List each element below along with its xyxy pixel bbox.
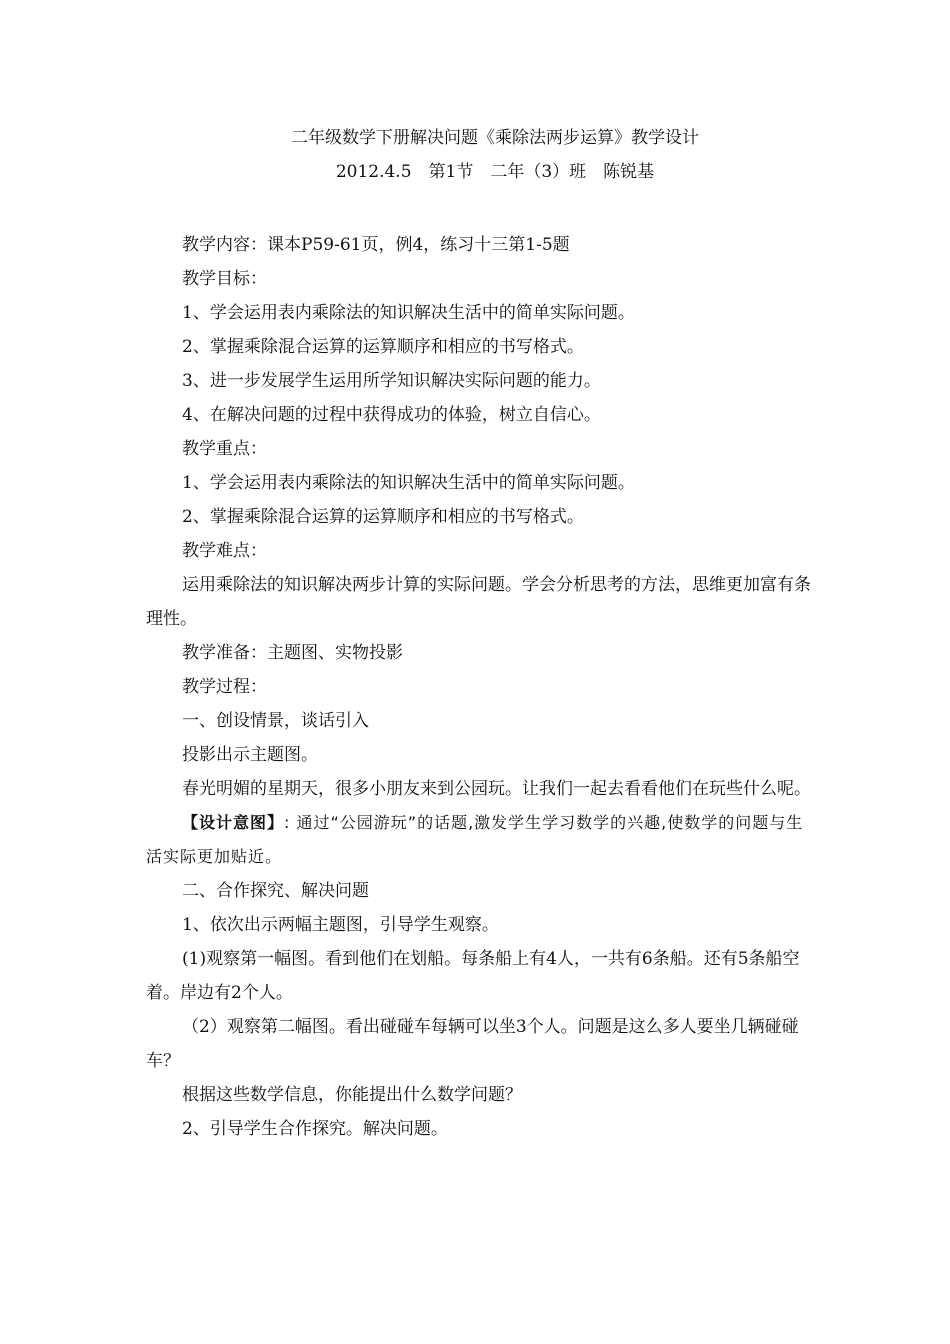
design-intent-paragraph [146, 806, 814, 874]
question-prompt: 根据这些数学信息，你能提出什么数学问题？ [182, 1085, 522, 1105]
document-title: 二年级数学下册解决问题《乘除法两步运算》教学设计 [291, 128, 699, 148]
preparation-text: 教学准备：主题图、实物投影 [182, 643, 403, 663]
heading-process: 教学过程： [182, 677, 267, 697]
key-point-item: 1、学会运用表内乘除法的知识解决生活中的简单实际问题。 [182, 473, 635, 493]
document-body [146, 228, 814, 1146]
heading-difficulties: 教学难点： [182, 541, 267, 561]
document-subtitle: 2012.4.5 第1节 二年（3）班 陈锐基 [335, 162, 655, 182]
difficulty-text: 运用乘除法的知识解决两步计算的实际问题。学会分析思考的方法，思维更加富有条理性。 [146, 575, 811, 629]
observation-item: (1)观察第一幅图。看到他们在划船。每条船上有4人，一共有6条船。还有5条船空着。岸边有2个人。 [146, 949, 800, 1003]
step-item: 1、依次出示两幅主题图，引导学生观察。 [182, 915, 499, 935]
goal-item: 2、掌握乘除混合运算的运算顺序和相应的书写格式。 [182, 337, 584, 357]
observation-item: （2）观察第二幅图。看出碰碰车每辆可以坐3个人。问题是这么多人要坐几辆碰碰车？ [146, 1017, 799, 1071]
design-intent-label: 【设计意图】 [182, 813, 285, 832]
heading-goals: 教学目标： [182, 269, 267, 289]
key-point-item: 2、掌握乘除混合运算的运算顺序和相应的书写格式。 [182, 507, 584, 527]
paragraph-intro: 春光明媚的星期天，很多小朋友来到公园玩。让我们一起去看看他们在玩些什么呢。 [182, 779, 811, 799]
paragraph-projection: 投影出示主题图。 [182, 745, 318, 765]
step-item: 2、引导学生合作探究。解决问题。 [182, 1119, 448, 1139]
section-one-heading: 一、创设情景，谈话引入 [182, 711, 369, 731]
section-two-heading: 二、合作探究、解决问题 [182, 881, 369, 901]
heading-key-points: 教学重点： [182, 439, 267, 459]
paragraph-content: 教学内容：课本P59-61页，例4，练习十三第1-5题 [182, 235, 570, 255]
goal-item: 3、进一步发展学生运用所学知识解决实际问题的能力。 [182, 371, 601, 391]
goal-item: 1、学会运用表内乘除法的知识解决生活中的简单实际问题。 [182, 303, 635, 323]
goal-item: 4、在解决问题的过程中获得成功的体验，树立自信心。 [182, 405, 601, 425]
design-intent-text: : 通过“公园游玩”的话题,激发学生学习数学的兴趣,使数学的问题与生活实际更加贴近。 [146, 813, 804, 866]
